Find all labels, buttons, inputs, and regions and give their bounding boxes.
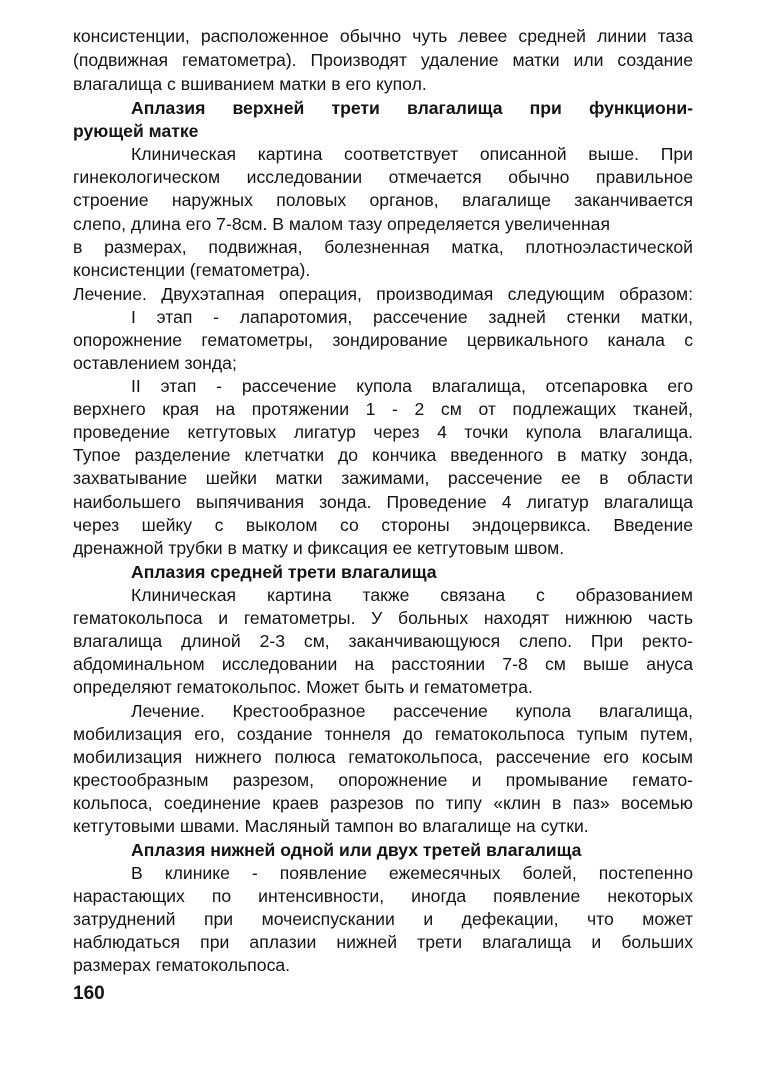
text-line: опорожнение гематометры, зондирование цервикального канала с [73, 330, 693, 350]
text-line: верхнего края на протяжении 1 - 2 см от подлежащих тканей, [73, 399, 693, 419]
text-line: гематокольпоса и гематометры. У больных находят нижнюю часть [73, 608, 693, 628]
text-line: мобилизация нижнего полюса гематокольпоса, рассечение его косым [73, 747, 693, 767]
text-line: влагалища длиной 2-3 см, заканчивающуюся слепо. При ректо- [73, 631, 693, 651]
text-line: дренажной трубки в матку и фиксация ее кетгутовым швом. [73, 538, 565, 558]
text-line: крестообразным разрезом, опорожнение и промывание гемато- [73, 770, 693, 790]
text-line: (подвижная гематометра). Производят удаление матки или создание [73, 50, 693, 70]
text-line: наблюдаться при аплазии нижней трети влагалища и больших [73, 932, 693, 952]
text-line: наибольшего выпячивания зонда. Проведение 4 лигатур влагалища [73, 492, 693, 512]
text-line: консистенции (гематометра). [73, 260, 311, 280]
text-line: оставлением зонда; [73, 353, 237, 373]
text-line: размерах гематокольпоса. [73, 955, 291, 975]
text-line: через шейку с выколом со стороны эндоцервикса. Введение [73, 515, 693, 535]
text-line: слепо, длина его 7-8см. В малом тазу определяется увеличенная [73, 214, 610, 234]
text-line: Тупое разделение клетчатки до кончика введенного в матку зонда, [73, 445, 693, 465]
text-line: затруднений при мочеиспускании и дефекации, что может [73, 909, 693, 929]
text-line: строение наружных половых органов, влагалище заканчивается [73, 190, 693, 210]
section-heading: рующей матке [73, 121, 199, 141]
text-line: проведение кетгутовых лигатур через 4 точки купола влагалища. [73, 422, 693, 442]
text-line: консистенции, расположенное обычно чуть левее средней линии таза [73, 26, 693, 46]
text-line: нарастающих по интенсивности, иногда появление некоторых [73, 886, 693, 906]
text-line: Лечение. Двухэтапная операция, производимая следующим образом: [73, 284, 693, 304]
text-line: определяют гематокольпос. Может быть и гематометра. [73, 677, 533, 697]
text-line: Клиническая картина также связана с образованием [131, 585, 693, 605]
text-line: абдоминальном исследовании на расстоянии 7-8 см выше ануса [73, 654, 693, 674]
text-line: I этап - лапаротомия, рассечение задней стенки матки, [131, 307, 693, 327]
text-line: в размерах, подвижная, болезненная матка, плотноэластической [73, 237, 693, 257]
text-line: гинекологическом исследовании отмечается обычно правильное [73, 167, 693, 187]
section-heading: Аплазия средней трети влагалища [131, 562, 437, 582]
text-line: Клиническая картина соответствует описанной выше. При [131, 144, 693, 164]
text-line: кетгутовыми швами. Масляный тампон во влагалище на сутки. [73, 816, 589, 836]
section-heading: Аплазия нижней одной или двух третей влагалища [131, 840, 582, 860]
text-line: влагалища с вшиванием матки в его купол. [73, 74, 427, 94]
page-number: 160 [73, 983, 105, 1004]
text-line: кольпоса, соединение краев разрезов по типу «клин в паз» восемью [73, 793, 693, 813]
text-line: мобилизация его, создание тоннеля до гематокольпоса тупым путем, [73, 724, 693, 744]
text-line: захватывание шейки матки зажимами, рассечение ее в области [73, 468, 693, 488]
section-heading: Аплазия верхней трети влагалища при функциони- [131, 98, 693, 118]
text-line: Лечение. Крестообразное рассечение купола влагалища, [131, 701, 693, 721]
text-line: II этап - рассечение купола влагалища, отсепаровка его [131, 376, 693, 396]
text-line: В клинике - появление ежемесячных болей, постепенно [131, 863, 693, 883]
